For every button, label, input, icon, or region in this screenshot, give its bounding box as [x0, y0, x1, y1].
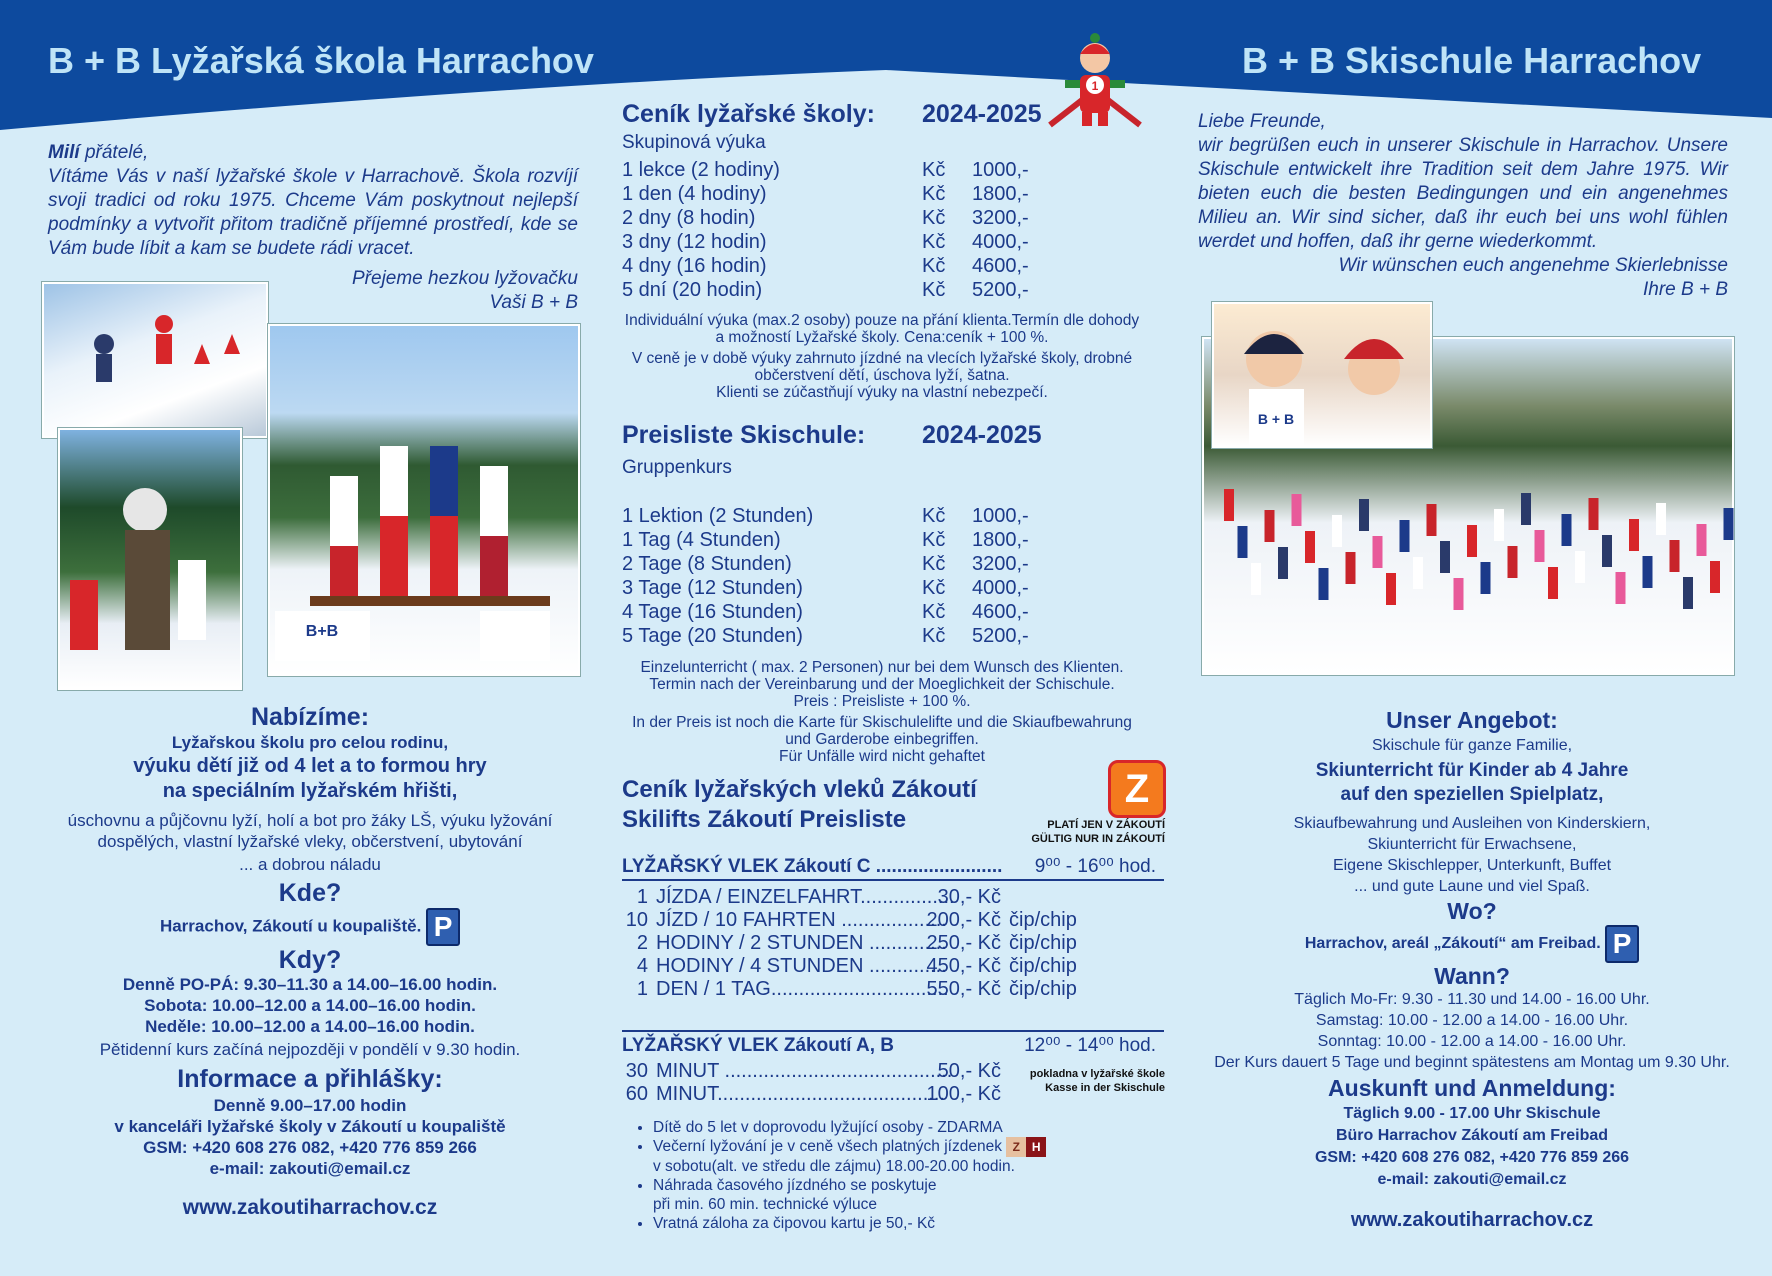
de-note-3: In der Preis ist noch die Karte für Skischulelifte und die Skiaufbewahrung und Garderobe einbegriffen.: [632, 714, 1132, 748]
lift-row: [622, 1083, 1009, 1106]
where-row: [30, 908, 590, 946]
lift-c-table: [622, 886, 1099, 1001]
price-label: 2 Tage (8 Stunden): [622, 553, 792, 575]
price-currency: Kč: [922, 159, 946, 181]
price-row: [622, 601, 1042, 625]
skier-figure: [1359, 499, 1369, 531]
price-value: 5200,-: [972, 625, 1029, 647]
price-currency: Kč: [922, 279, 946, 301]
lift-price: 30,- Kč: [937, 886, 1001, 908]
right-intro: [1198, 110, 1728, 254]
price-value: 4000,-: [972, 577, 1029, 599]
right-when-1: Täglich Mo-Fr: 9.30 - 11.30 und 14.00 - 16.00 Uhr.: [1294, 991, 1650, 1008]
zakouti-logo-icon: Z: [1108, 760, 1166, 818]
lift-ab-time: 12⁰⁰ - 14⁰⁰ hod.: [1024, 1035, 1156, 1056]
skier-figure: [1697, 524, 1707, 556]
bullet-4: • Vratná záloha za čipovou kartu je 50,- Kč: [653, 1214, 1145, 1233]
web-link-left[interactable]: www.zakoutiharrachov.cz: [182, 1196, 438, 1219]
skier-figure: [1562, 514, 1572, 546]
price-row: [622, 553, 1042, 577]
price-label: 4 Tage (16 Stunden): [622, 601, 803, 623]
tag-h-icon: H: [1026, 1137, 1046, 1157]
right-offer-block: [1192, 705, 1752, 1235]
price-currency: Kč: [922, 505, 946, 527]
lift-price: 50,- Kč: [937, 1060, 1001, 1082]
svg-text:B+B: B+B: [305, 623, 339, 640]
price-label: 3 dny (12 hodin): [622, 231, 767, 253]
bullet-3-cont: při min. 60 min. technické výluce: [653, 1196, 877, 1213]
lift-title-2: Skilifts Zákoutí Preisliste: [622, 806, 907, 833]
bullet-2-cont: v sobotu(alt. ve středu dle zájmu) 18.00-20.00 hodin.: [653, 1158, 1015, 1175]
info-line-3: GSM: +420 608 276 082, +420 776 859 266: [143, 1138, 477, 1157]
right-when-4: Der Kurs dauert 5 Tage und beginnt spätestens am Montag um 9.30 Uhr.: [1214, 1054, 1730, 1071]
price-currency: Kč: [922, 601, 946, 623]
right-wish: Wir wünschen euch angenehme Skierlebnisse: [1338, 255, 1728, 276]
lift-ab-table: [622, 1060, 1009, 1106]
bullet-1: • Dítě do 5 let v doprovodu lyžující osoby - ZDARMA: [653, 1118, 1145, 1137]
cashier-cz: pokladna v lyžařské škole: [1029, 1068, 1165, 1080]
right-greeting: Liebe Freunde,: [1198, 111, 1326, 132]
title-left: B + B Lyžařská škola Harrachov: [48, 40, 594, 81]
right-offer-7: ... und gute Laune und viel Spaß.: [1354, 878, 1590, 895]
right-where-text: Harrachov, areál „Zákoutí“ am Freibad.: [1304, 935, 1601, 953]
lift-price: 550,- Kč: [926, 978, 1001, 1000]
price-currency: Kč: [922, 183, 946, 205]
when-line-2: Sobota: 10.00–12.00 a 14.00–16.00 hodin.: [144, 996, 476, 1015]
lift-count: 1: [636, 978, 648, 1000]
web-link-right[interactable]: www.zakoutiharrachov.cz: [1350, 1209, 1594, 1231]
lift-count: 60: [625, 1083, 648, 1105]
price-value: 1800,-: [972, 529, 1029, 551]
info-line-2: v kanceláři lyžařské školy v Zákoutí u koupaliště: [114, 1117, 506, 1136]
right-offer-4: Skiaufbewahrung und Ausleihen von Kinderskiern,: [1293, 815, 1651, 832]
price-label: 5 Tage (20 Stunden): [622, 625, 803, 647]
lift-chip: čip/chip: [1009, 955, 1077, 977]
offer-line-3: na speciálním lyžařském hřišti,: [162, 780, 458, 802]
skier-figure: [1305, 531, 1315, 563]
de-pricelist: [622, 421, 1102, 649]
offer-line-6: ... a dobrou náladu: [239, 855, 381, 874]
lift-price: 450,- Kč: [926, 955, 1001, 977]
lift-c-time: 9⁰⁰ - 16⁰⁰ hod.: [1034, 856, 1156, 877]
de-season: 2024-2025: [922, 421, 1042, 449]
price-currency: Kč: [922, 231, 946, 253]
skier-figure: [1332, 515, 1342, 547]
price-value: 3200,-: [972, 553, 1029, 575]
bullet-2-text: Večerní lyžování je v ceně všech platných jízdenek: [653, 1138, 1002, 1156]
offer-line-4: úschovnu a půjčovnu lyží, holí a bot pro žáky LŠ, výuku lyžování: [67, 811, 553, 830]
price-label: 1 Lektion (2 Stunden): [622, 505, 814, 527]
only-de: GÜLTIG NUR IN ZÁKOUTÍ: [1031, 833, 1165, 845]
when-line-1: Denně PO-PÁ: 9.30–11.30 a 14.00–16.00 hodin.: [122, 975, 498, 994]
cashier-de: Kasse in der Skischule: [1045, 1082, 1165, 1094]
price-row: [622, 255, 1042, 279]
right-offer-5: Skiunterricht für Erwachsene,: [1367, 836, 1577, 853]
skier-figure: [1724, 508, 1734, 540]
right-when-3: Sonntag: 10.00 - 12.00 a 14.00 - 16.00 Uhr.: [1317, 1033, 1627, 1050]
right-info-1: Täglich 9.00 - 17.00 Uhr Skischule: [1343, 1105, 1601, 1122]
right-offer-3: auf den speziellen Spielplatz,: [1340, 784, 1604, 805]
lift-chip: čip/chip: [1009, 932, 1077, 954]
de-notes: [622, 659, 1142, 765]
lift-label: JÍZDA / EINZELFAHRT.................: [656, 886, 955, 908]
price-value: 3200,-: [972, 207, 1029, 229]
cz-price-title: Ceník lyžařské školy:: [622, 100, 875, 128]
price-row: [622, 183, 1042, 207]
skier-figure: [1508, 546, 1518, 578]
price-value: 1000,-: [972, 159, 1029, 181]
bullet-3: • Náhrada časového jízdného se poskytuje: [653, 1176, 1145, 1195]
right-offer-title: Unser Angebot:: [1386, 707, 1558, 733]
price-value: 4000,-: [972, 231, 1029, 253]
de-note-4: Für Unfälle wird nicht gehaftet: [779, 748, 985, 765]
lift-price: 100,- Kč: [926, 1083, 1001, 1105]
lift-row: [622, 955, 1099, 978]
skier-figure: [1710, 561, 1720, 593]
info-line-4: e-mail: zakouti@email.cz: [209, 1159, 411, 1178]
skier-figure: [1535, 530, 1545, 562]
price-value: 1800,-: [972, 183, 1029, 205]
right-offer-2: Skiunterricht für Kinder ab 4 Jahre: [1315, 760, 1629, 781]
skier-figure: [1413, 557, 1423, 589]
lift-count: 10: [625, 909, 648, 931]
right-info-4: e-mail: zakouti@email.cz: [1377, 1171, 1567, 1188]
skier-figure: [1319, 568, 1329, 600]
skier-figure: [1643, 556, 1653, 588]
skier-figure: [1454, 578, 1464, 610]
price-currency: Kč: [922, 577, 946, 599]
price-value: 1000,-: [972, 505, 1029, 527]
price-value: 4600,-: [972, 255, 1029, 277]
skier-figure: [1683, 577, 1693, 609]
de-price-table: [622, 505, 1042, 649]
cz-subtitle: Skupinová výuka: [622, 132, 766, 153]
skier-figure: [1670, 540, 1680, 572]
right-sign: Ihre B + B: [1642, 279, 1728, 300]
only-zakouti-note: [1030, 818, 1165, 846]
lift-title-1: Ceník lyžařských vleků Zákoutí: [622, 776, 977, 803]
price-label: 5 dní (20 hodin): [622, 279, 763, 301]
wish-text: Přejeme hezkou lyžovačku: [352, 268, 578, 289]
skier-figure: [1616, 572, 1626, 604]
de-price-title: Preisliste Skischule:: [622, 421, 866, 449]
tag-z-icon: Z: [1006, 1137, 1026, 1157]
cashier-note: [1010, 1067, 1165, 1095]
cz-pricelist: [622, 100, 1102, 303]
price-row: [622, 505, 1042, 529]
skier-figure: [1629, 519, 1639, 551]
right-parking-icon: P: [1605, 925, 1639, 963]
skier-figure: [1400, 520, 1410, 552]
price-row: [622, 207, 1042, 231]
lift-label: JÍZD / 10 FAHRTEN ...................: [656, 909, 947, 931]
offer-title: Nabízíme:: [250, 703, 370, 731]
parking-icon: P: [426, 908, 460, 946]
price-currency: Kč: [922, 553, 946, 575]
price-label: 2 dny (8 hodin): [622, 207, 756, 229]
price-label: 1 den (4 hodiny): [622, 183, 767, 205]
left-offer-block: [30, 703, 590, 1223]
skier-figure: [1548, 567, 1558, 599]
info-line-1: Denně 9.00–17.00 hodin: [213, 1096, 407, 1115]
skier-figure: [1494, 509, 1504, 541]
skier-figure: [1575, 551, 1585, 583]
skier-figure: [1589, 498, 1599, 530]
lift-price: 250,- Kč: [926, 932, 1001, 954]
skier-figure: [1238, 526, 1248, 558]
right-info-2: Büro Harrachov Zákoutí am Freibad: [1335, 1127, 1609, 1144]
offer-line-1: Lyžařskou školu pro celou rodinu,: [171, 733, 449, 752]
offer-line-5: dospělých, vlastní lyžařské vleky, občerstvení, ubytování: [97, 832, 523, 851]
lift-ab-header: [622, 1030, 1164, 1058]
right-where-title: Wo?: [1447, 898, 1497, 924]
skier-figure: [1521, 493, 1531, 525]
price-row: [622, 159, 1042, 183]
cz-season: 2024-2025: [922, 100, 1042, 128]
lift-label: MINUT .........................................: [656, 1060, 953, 1082]
cz-notes: [622, 312, 1142, 401]
lift-row: [622, 1060, 1009, 1083]
left-wish-block: [300, 267, 578, 315]
lift-row: [622, 886, 1099, 909]
when-line-3: Neděle: 10.00–12.00 a 14.00–16.00 hodin.: [145, 1017, 475, 1036]
skier-figure: [1467, 525, 1477, 557]
offer-line-2: výuku dětí již od 4 let a to formou hry: [133, 755, 487, 777]
price-label: 3 Tage (12 Stunden): [622, 577, 803, 599]
photo-ski-kids-slope: [42, 282, 268, 438]
skier-figure: [1373, 536, 1383, 568]
right-info-title: Auskunft und Anmeldung:: [1328, 1075, 1616, 1101]
lift-row: [622, 978, 1099, 1001]
right-where-row: [1192, 925, 1752, 963]
skier-figure: [1292, 494, 1302, 526]
right-intro-text: wir begrüßen euch in unserer Skischule in Harrachov. Unsere Skischule entwickelt ihre Tradition seit dem Jahre 1975. Wir bieten euch die besten Bedingungen und ein angenehmes Milieu an. Wir sind sicher, daß ihr euch bei uns wohl fühlen werdet und hoffen, daß ihr gerne wiederkommt.: [1198, 135, 1728, 252]
lift-count: 2: [636, 932, 648, 954]
de-note-2: Preis : Preisliste + 100 %.: [793, 693, 971, 710]
price-row: [622, 625, 1042, 649]
lift-row: [622, 932, 1099, 955]
price-label: 1 Tag (4 Stunden): [622, 529, 781, 551]
where-text: Harrachov, Zákoutí u koupaliště.: [159, 916, 422, 936]
skier-figure: [1346, 552, 1356, 584]
cz-note-3: Klienti se zúčastňují výuky na vlastní nebezpečí.: [716, 384, 1048, 401]
greeting-bold: Milí: [48, 142, 80, 163]
when-line-4: Pětidenní kurs začíná nejpozději v pondělí v 9.30 hodin.: [99, 1040, 521, 1059]
title-right: B + B Skischule Harrachov: [1242, 40, 1702, 81]
right-offer-1: Skischule für ganze Familie,: [1371, 737, 1573, 754]
skier-figure: [1224, 489, 1234, 521]
photo-podium-kids: [268, 324, 580, 676]
right-offer-6: Eigene Skischlepper, Unterkunft, Buffet: [1332, 857, 1612, 874]
photo-krakonos-kids: [58, 428, 242, 690]
price-currency: Kč: [922, 529, 946, 551]
lift-label: HODINY / 4 STUNDEN ..............: [656, 955, 947, 977]
price-row: [622, 577, 1042, 601]
lift-c-label: LYŽAŘSKÝ VLEK Zákoutí C ........................: [622, 856, 1003, 877]
lift-bullets: [625, 1118, 1145, 1233]
price-row: [622, 231, 1042, 255]
lift-price: 200,- Kč: [926, 909, 1001, 931]
lift-count: 4: [636, 955, 648, 977]
lift-title-block: [622, 775, 977, 835]
de-subtitle: Gruppenkurs: [622, 457, 732, 478]
when-title: Kdy?: [278, 946, 342, 974]
lift-count: 1: [636, 886, 648, 908]
price-value: 4600,-: [972, 601, 1029, 623]
price-row: [622, 279, 1042, 303]
lift-chip: čip/chip: [1009, 978, 1077, 1000]
skier-figure: [1440, 541, 1450, 573]
skier-figure: [1265, 510, 1275, 542]
skier-figure: [1481, 562, 1491, 594]
price-value: 5200,-: [972, 279, 1029, 301]
lift-label: DEN / 1 TAG................................: [656, 978, 949, 1000]
where-title: Kde?: [278, 879, 342, 907]
cz-note-2: V ceně je v době výuky zahrnuto jízdné na vlecích lyžařské školy, drobné občerstvení dětí, úschova lyží, šatna.: [631, 350, 1133, 384]
info-title: Informace a přihlášky:: [177, 1065, 443, 1093]
skier-figure: [1427, 504, 1437, 536]
skier-figure: [1386, 573, 1396, 605]
price-label: 4 dny (16 hodin): [622, 255, 767, 277]
price-row: [622, 529, 1042, 553]
lift-c-header: [622, 855, 1164, 881]
lift-chip: čip/chip: [1009, 909, 1077, 931]
svg-text:B + B: B + B: [1257, 411, 1295, 427]
price-currency: Kč: [922, 625, 946, 647]
lift-chip: [1009, 886, 1099, 909]
bullet-2: [653, 1137, 1145, 1157]
skier-figure: [1251, 563, 1261, 595]
price-label: 1 lekce (2 hodiny): [622, 159, 780, 181]
cz-price-table: [622, 159, 1042, 303]
right-wish-block: [1198, 254, 1728, 302]
photo-kids-faces: [1212, 302, 1432, 448]
lift-count: 30: [625, 1060, 648, 1082]
lift-row: [622, 909, 1099, 932]
only-cz: PLATÍ JEN V ZÁKOUTÍ: [1047, 819, 1165, 831]
right-when-title: Wann?: [1434, 963, 1510, 989]
lift-ab-label: LYŽAŘSKÝ VLEK Zákoutí A, B: [622, 1035, 895, 1056]
greeting-rest: přátelé,: [79, 142, 149, 163]
price-currency: Kč: [922, 207, 946, 229]
right-info-3: GSM: +420 608 276 082, +420 776 859 266: [1314, 1149, 1630, 1166]
de-note-1: Einzelunterricht ( max. 2 Personen) nur bei dem Wunsch des Klienten. Termin nach der Vereinbarung und der Moeglichkeit der Schischule.: [640, 659, 1124, 693]
svg-text:1: 1: [1091, 79, 1099, 93]
skier-figure: [1656, 503, 1666, 535]
left-intro: [48, 141, 578, 261]
skier-figure: [1278, 547, 1288, 579]
intro-text: Vítáme Vás v naší lyžařské škole v Harrachově. Škola rozvíjí svoji tradici od roku 1975. Chceme Vám poskytnout nejlepší podmínky a vytvořit přitom tradičně příjemné prostředí, kde se Vám bude líbit a kam se budete rádi vracet.: [48, 166, 578, 259]
skier-figure: [1602, 535, 1612, 567]
lift-label: MINUT.........................................: [656, 1083, 945, 1105]
price-currency: Kč: [922, 255, 946, 277]
sign-text: Vaši B + B: [489, 292, 578, 313]
cz-note-1: Individuální výuka (max.2 osoby) pouze na přání klienta.Termín dle dohody a možností Lyžařské školy. Cena:ceník + 100 %.: [624, 312, 1140, 346]
right-when-2: Samstag: 10.00 - 12.00 a 14.00 - 16.00 Uhr.: [1315, 1012, 1629, 1029]
lift-label: HODINY / 2 STUNDEN ..............: [656, 932, 947, 954]
